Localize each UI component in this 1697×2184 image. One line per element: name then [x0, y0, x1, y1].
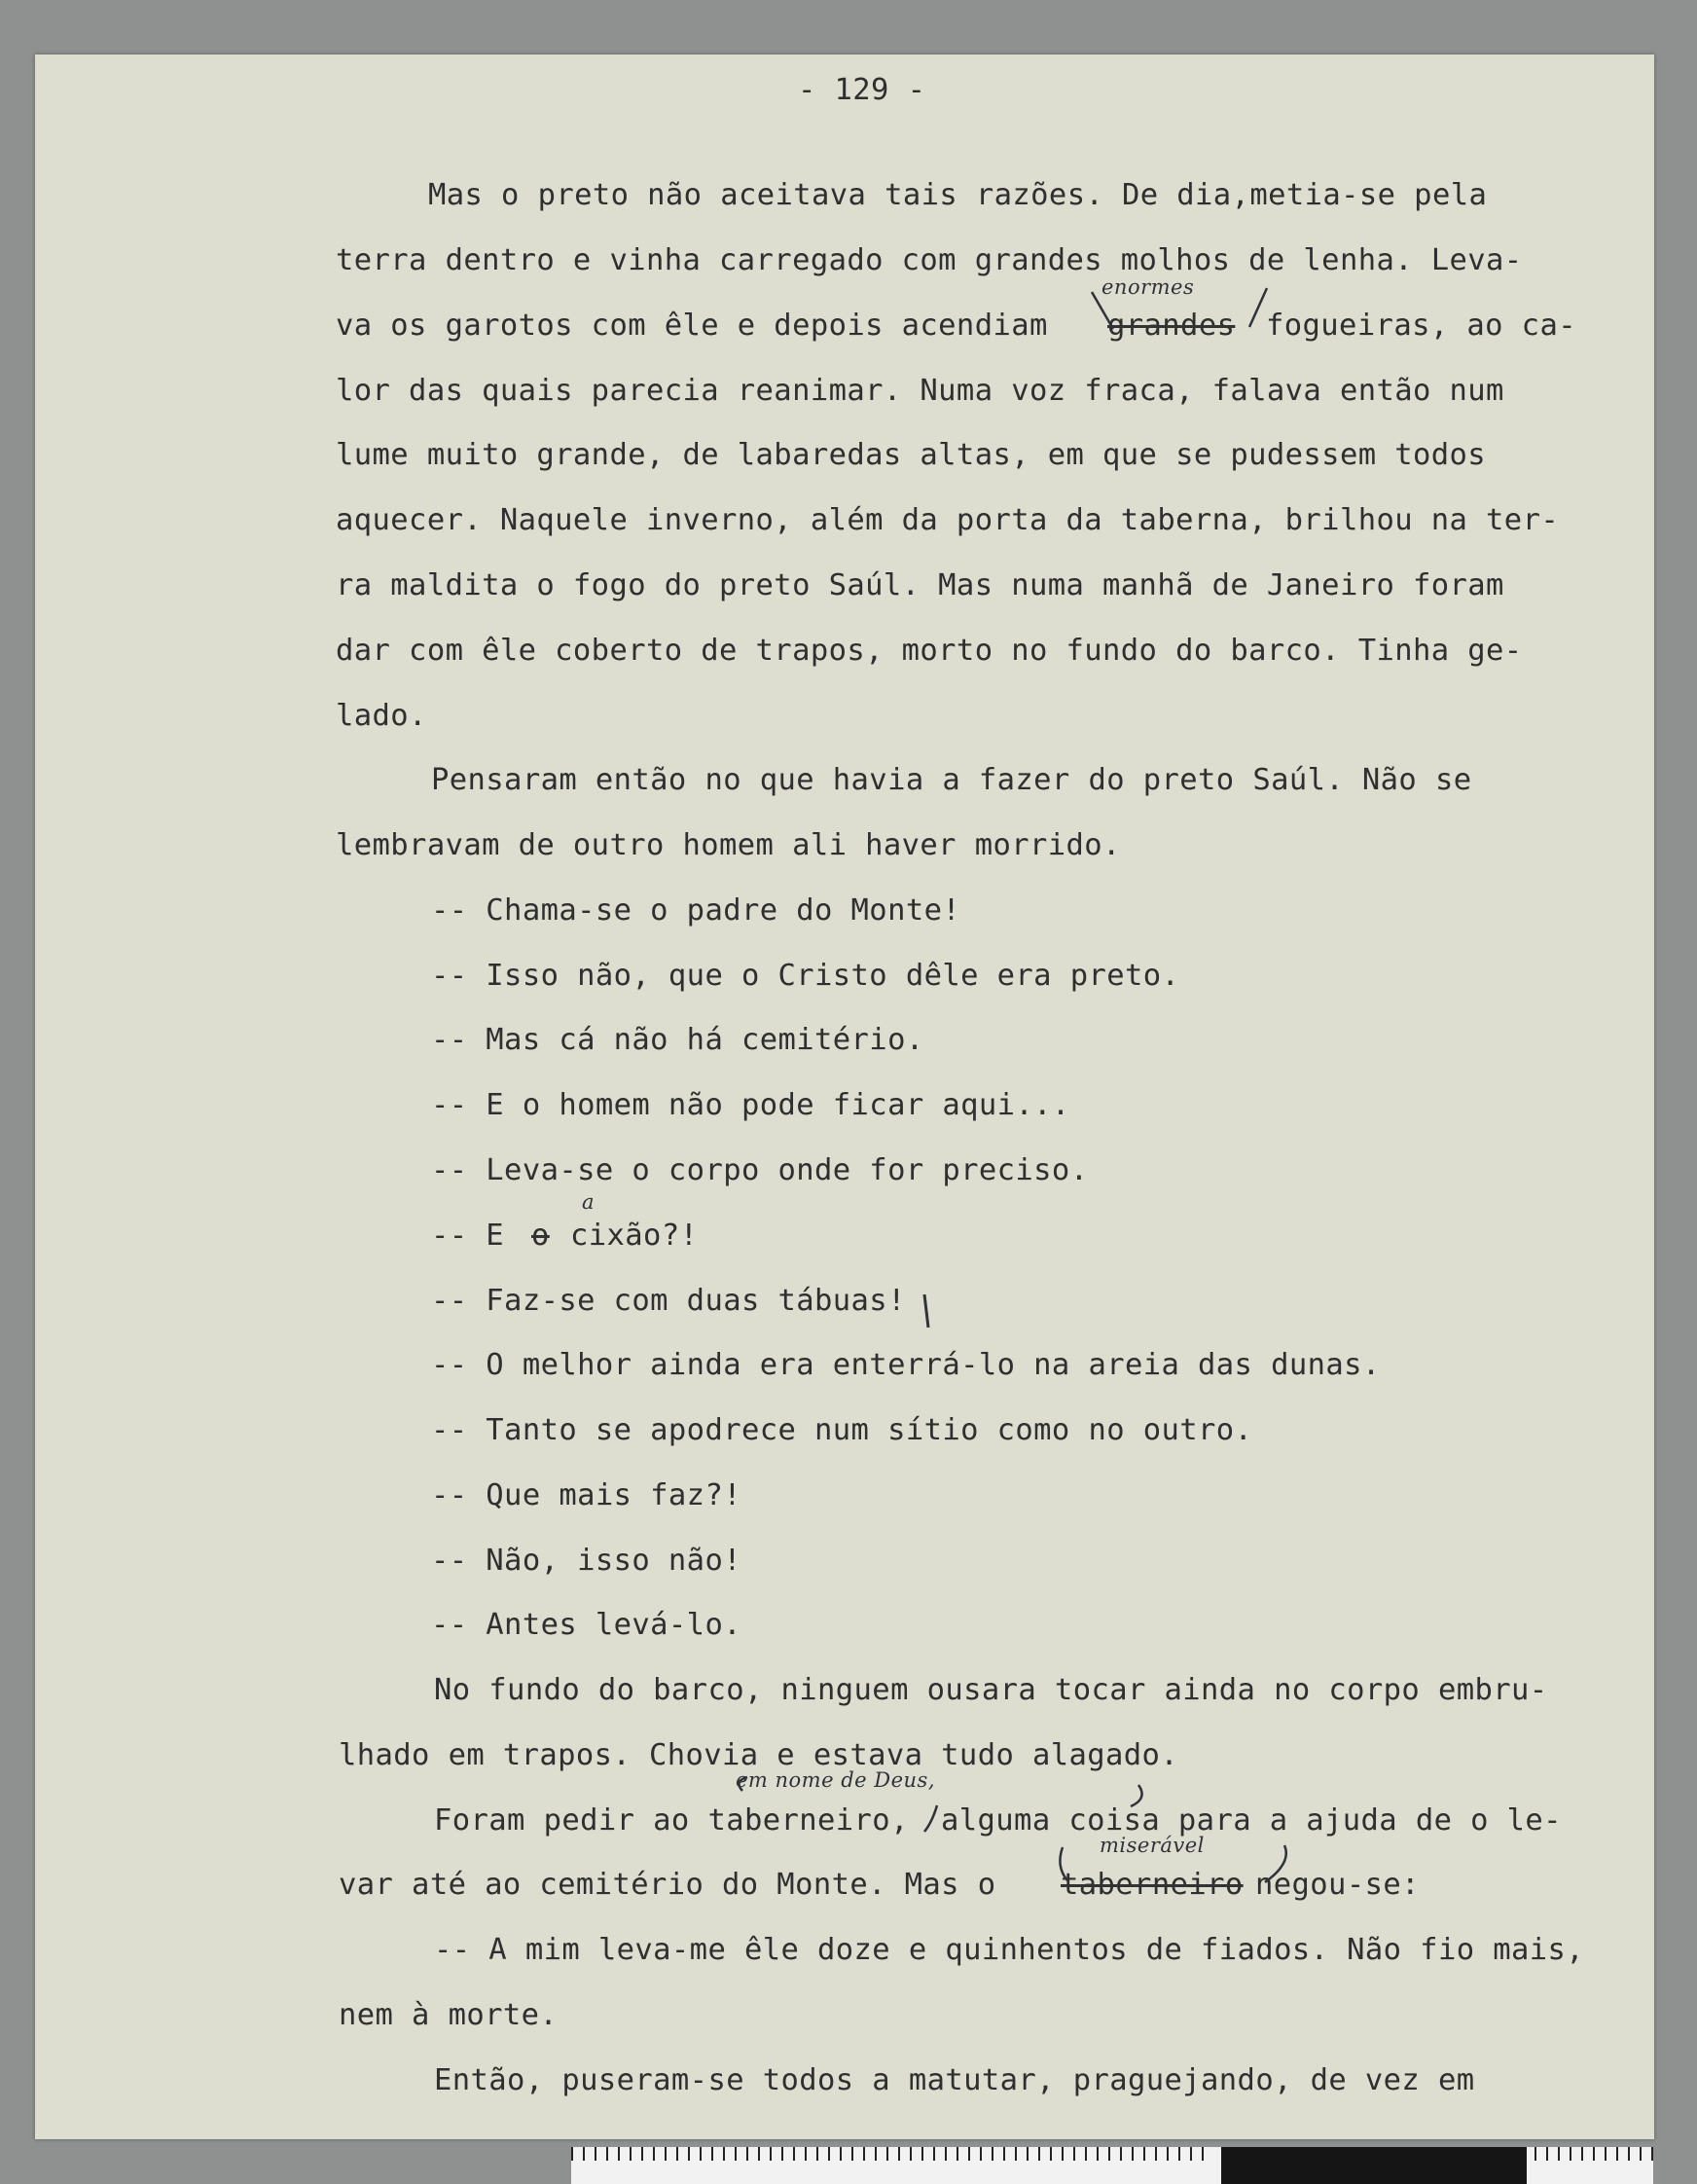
insertion-caret	[1092, 292, 1113, 329]
dialogue-line: -- Que mais faz?!	[431, 1478, 741, 1512]
handwritten-insertion: enormes	[1101, 275, 1195, 299]
dialogue-line: -- Mas cá não há cemitério.	[431, 1023, 924, 1057]
dialogue-line: -- A mim leva-me êle doze e quinhentos de fiados. Não fio mais,	[434, 1933, 1585, 1967]
text-line: No fundo do barco, ninguem ousara tocar ainda no corpo embru-	[434, 1673, 1548, 1707]
handwritten-insertion: em nome de Deus,	[736, 1768, 935, 1792]
handwritten-insertion: miserável	[1100, 1834, 1205, 1857]
ruler-ticks	[1535, 2147, 1653, 2161]
struck-word: taberneiro	[1061, 1868, 1244, 1902]
text-line: lume muito grande, de labaredas altas, em que se pudessem todos	[336, 438, 1487, 472]
dialogue-line: -- E	[431, 1219, 505, 1253]
text-line: Então, puseram-se todos a matutar, praguejando, de vez em	[434, 2063, 1475, 2097]
ruler-ticks	[571, 2147, 1213, 2161]
text-line: lor das quais parecia reanimar. Numa voz fraca, falava então num	[336, 374, 1504, 408]
text-line: ra maldita o fogo do preto Saúl. Mas numa manhã de Janeiro foram	[336, 568, 1504, 602]
struck-word: grandes	[1107, 309, 1236, 343]
text-line: dar com êle coberto de trapos, morto no fundo do barco. Tinha ge-	[336, 634, 1523, 668]
insertion-bracket	[1265, 1845, 1286, 1882]
text-line: Pensaram então no que havia a fazer do preto Saúl. Não se	[431, 763, 1472, 797]
dialogue-line: -- Tanto se apodrece num sítio como no outro.	[431, 1413, 1253, 1447]
dialogue-line: -- E o homem não pode ficar aqui...	[431, 1088, 1070, 1122]
text-line: lhado em trapos. Chovia e estava tudo alagado.	[339, 1738, 1179, 1772]
text-line: va os garotos com êle e depois acendiam	[336, 309, 1048, 343]
insertion-bracket	[739, 1777, 747, 1791]
black-patch	[1221, 2147, 1527, 2184]
insertion-bracket	[1131, 1785, 1142, 1806]
dialogue-line: -- O melhor ainda era enterrá-lo na areia das dunas.	[431, 1348, 1381, 1382]
text-line: nem à morte.	[339, 1998, 559, 2032]
dialogue-line: -- Antes levá-lo.	[431, 1608, 741, 1642]
dialogue-line: -- Leva-se o corpo onde for preciso.	[431, 1153, 1089, 1187]
text-line: aquecer. Naquele inverno, além da porta da taberna, brilhou na ter-	[336, 503, 1560, 537]
text-line: fogueiras, ao ca-	[1266, 309, 1576, 343]
text-line: Foram pedir ao taberneiro,	[434, 1803, 909, 1838]
color-calibration-strip	[571, 2147, 1653, 2184]
text-line: alguma coisa para a ajuda de o le-	[941, 1803, 1562, 1838]
text-line: Mas o preto não aceitava tais razões. De dia,metia-se pela	[428, 178, 1488, 212]
text-line: lado.	[336, 699, 427, 733]
insertion-caret	[924, 1805, 937, 1832]
dialogue-line: cixão?!	[570, 1219, 699, 1253]
struck-word: o	[531, 1219, 550, 1253]
text-line: lembravam de outro homem ali haver morrido.	[336, 828, 1121, 862]
insertion-bracket	[1060, 1847, 1067, 1880]
inserted-exclamation	[924, 1294, 928, 1328]
text-line: var até ao cemitério do Monte. Mas o	[339, 1868, 996, 1902]
handwritten-insertion: a	[582, 1190, 596, 1214]
page-number: - 129 -	[798, 73, 926, 107]
text-line: negou-se:	[1255, 1868, 1420, 1902]
dialogue-line: -- Faz-se com duas tábuas!	[431, 1284, 906, 1318]
text-line: terra dentro e vinha carregado com grandes molhos de lenha. Leva-	[336, 243, 1523, 277]
dialogue-line: -- Isso não, que o Cristo dêle era preto.	[431, 959, 1180, 993]
dialogue-line: -- Chama-se o padre do Monte!	[431, 893, 961, 928]
dialogue-line: -- Não, isso não!	[431, 1544, 741, 1578]
insertion-caret	[1249, 288, 1267, 327]
